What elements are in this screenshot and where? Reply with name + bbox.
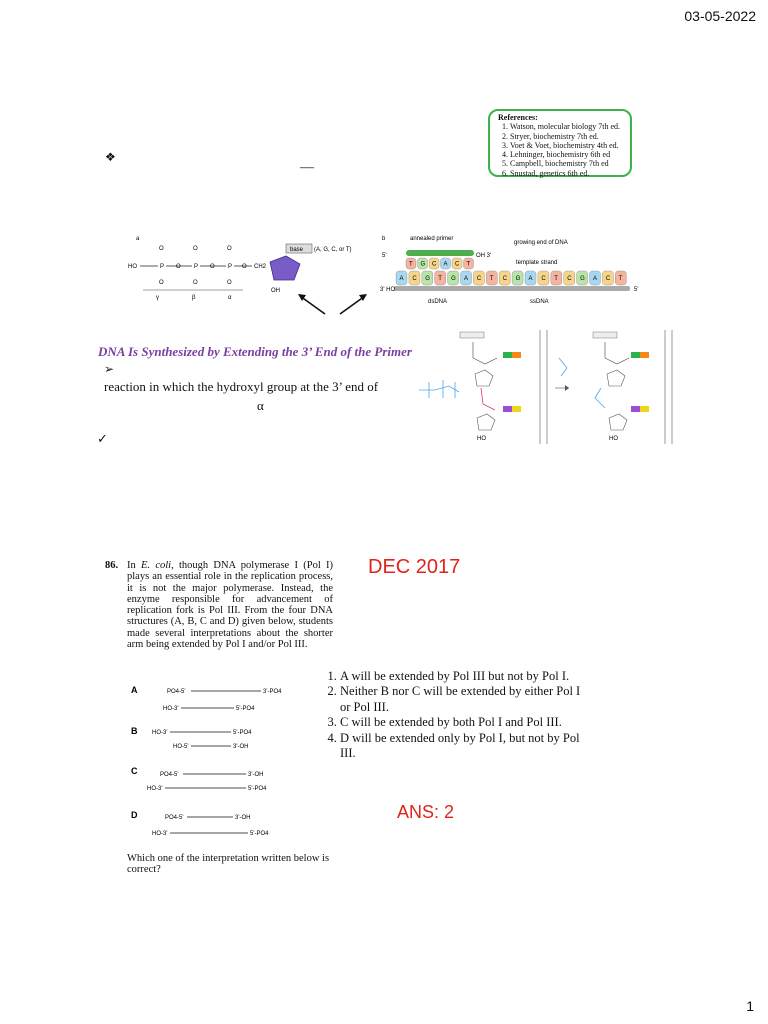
- svg-text:HO-3': HO-3': [147, 786, 163, 792]
- svg-text:B: B: [131, 726, 138, 736]
- svg-text:HO: HO: [477, 436, 486, 442]
- pointer-arrows-icon: [295, 290, 375, 320]
- base-letter: C: [455, 261, 460, 268]
- template-bases: [396, 271, 626, 285]
- base-letter: C: [502, 276, 508, 282]
- svg-text:HO-3': HO-3': [163, 706, 179, 712]
- base-letter: C: [432, 261, 437, 268]
- svg-text:3'-OH: 3'-OH: [235, 815, 251, 821]
- svg-text:5': 5': [634, 287, 639, 293]
- ssdna-label: ssDNA: [530, 299, 549, 305]
- svg-text:O: O: [193, 280, 198, 286]
- svg-text:HO-3': HO-3': [152, 730, 168, 736]
- svg-text:α: α: [228, 295, 232, 301]
- reference-item: 3. Voet & Voet, biochemistry 4th ed.: [510, 141, 626, 150]
- primer-template-figure: [380, 230, 650, 310]
- svg-text:3'-OH: 3'-OH: [248, 772, 264, 778]
- base-letter: A: [593, 276, 598, 282]
- base-letter: G: [580, 276, 585, 282]
- references-title: References:: [498, 113, 538, 122]
- dash-mark: —: [300, 160, 314, 175]
- reference-item: 5. Campbell, biochemistry 7th ed: [510, 159, 626, 168]
- svg-text:5'-PO4: 5'-PO4: [236, 706, 255, 712]
- svg-text:P: P: [228, 264, 233, 270]
- base-letter: T: [489, 276, 494, 282]
- references-list: [498, 122, 626, 178]
- base-letter: T: [466, 261, 471, 268]
- base-letter: C: [476, 276, 482, 282]
- figure-b-label: b: [382, 236, 386, 242]
- base-letter: C: [605, 276, 611, 282]
- svg-text:5'-PO4: 5'-PO4: [248, 786, 267, 792]
- question-number: 86.: [105, 560, 119, 571]
- svg-text:3' HO: 3' HO: [380, 287, 396, 293]
- question-closing: Which one of the interpretation written below is correct?: [127, 853, 330, 876]
- base-letter: T: [554, 276, 558, 282]
- growing-end-label: growing end of DNA: [514, 240, 568, 246]
- base-list-label: (A, G, C, or T): [314, 247, 352, 253]
- svg-text:β: β: [192, 295, 196, 301]
- reference-item: 4. Lehninger, biochemistry 6th ed: [510, 150, 626, 159]
- svg-text:D: D: [131, 810, 138, 820]
- base-letter: A: [443, 261, 448, 268]
- base-letter: G: [451, 276, 456, 282]
- svg-text:A: A: [131, 685, 138, 695]
- svg-text:P: P: [194, 264, 199, 270]
- svg-text:OH 3': OH 3': [476, 253, 492, 259]
- svg-text:O: O: [193, 246, 198, 252]
- svg-text:HO-3': HO-3': [152, 831, 168, 837]
- svg-text:O: O: [242, 264, 247, 270]
- base-letter: A: [464, 276, 469, 282]
- primer-backbone: [406, 250, 474, 256]
- base-letter: G: [425, 276, 430, 282]
- figure-a-label: a: [136, 236, 140, 242]
- ho-label: HO: [128, 264, 137, 270]
- option-item: 2. Neither B nor C will be extended by either Pol I or Pol III.: [340, 684, 584, 715]
- base-letter: C: [567, 276, 572, 282]
- svg-text:CH2: CH2: [254, 264, 267, 270]
- reference-item: 2. Stryer, biochemistry 7th ed.: [510, 132, 626, 141]
- svg-text:O: O: [159, 280, 164, 286]
- references-box: [488, 109, 632, 177]
- svg-text:OH: OH: [271, 288, 280, 294]
- base-letter: T: [409, 261, 413, 268]
- svg-text:5'-PO4: 5'-PO4: [233, 730, 252, 736]
- svg-text:3'-OH: 3'-OH: [233, 744, 249, 750]
- base-letter: A: [399, 276, 404, 282]
- svg-text:HO-5': HO-5': [173, 744, 189, 750]
- base-letter: G: [420, 261, 426, 268]
- template-strand-label: template strand: [516, 260, 558, 266]
- dna-structures-diagram: [125, 680, 295, 840]
- svg-text:PO4-5': PO4-5': [167, 689, 186, 695]
- svg-text:P: P: [160, 264, 165, 270]
- answer-options: [322, 669, 584, 761]
- svg-text:O: O: [227, 280, 232, 286]
- base-letter: T: [438, 276, 442, 282]
- svg-text:5': 5': [382, 253, 387, 259]
- reaction-text: reaction in which the hydroxyl group at the 3’ end of: [104, 379, 379, 394]
- svg-text:PO4-5': PO4-5': [165, 815, 184, 821]
- page-number: 1: [746, 998, 754, 1014]
- svg-text:γ: γ: [156, 295, 159, 301]
- svg-text:3'-PO4: 3'-PO4: [263, 689, 282, 695]
- option-item: 4. D will be extended only by Pol I, but not by Pol III.: [340, 731, 584, 762]
- option-item: 1. A will be extended by Pol III but not by Pol I.: [340, 669, 584, 684]
- dsdna-label: dsDNA: [428, 299, 448, 305]
- mechanism-figure-left: [415, 328, 550, 446]
- arrow-bullet-icon: ➢: [104, 362, 115, 376]
- base-letter: G: [515, 276, 521, 282]
- option-item: 3. C will be extended by both Pol I and Pol III.: [340, 715, 584, 730]
- exam-tag: DEC 2017: [368, 556, 461, 578]
- annealed-primer-label: annealed primer: [410, 236, 454, 242]
- alpha-symbol: α: [257, 398, 264, 413]
- reference-item: 1. Watson, molecular biology 7th ed.: [510, 122, 626, 131]
- svg-text:base: base: [290, 247, 304, 253]
- check-bullet-icon: ✓: [97, 431, 108, 446]
- page-date: 03-05-2022: [684, 8, 756, 24]
- mechanism-figure-right: [555, 328, 675, 446]
- svg-text:O: O: [159, 246, 164, 252]
- answer-label: ANS: 2: [397, 802, 455, 822]
- phosphate-chain: [159, 246, 267, 286]
- base-letter: T: [618, 276, 623, 282]
- diamond-bullet-icon: ❖: [105, 150, 116, 164]
- primer-bases: [406, 258, 474, 269]
- svg-text:O: O: [210, 264, 215, 270]
- template-backbone: [394, 286, 630, 291]
- ribose-ring: [270, 256, 300, 280]
- svg-text:O: O: [227, 246, 232, 252]
- svg-text:HO: HO: [609, 436, 618, 442]
- svg-text:C: C: [131, 766, 138, 776]
- question-text: In E. coli, though DNA polymerase I (Pol I) plays an essential role in the replication process, it is not the major polymerase. Instead, the enzyme responsible for advancement of replication fork is Pol III. From the four DNA structures (A, B, C and D) given below, students made several interpretations about the shorter arm being extended by Pol I and/or Pol III.: [127, 560, 333, 651]
- base-letter: C: [541, 276, 546, 282]
- svg-text:5'-PO4: 5'-PO4: [250, 831, 269, 837]
- svg-text:PO4-5': PO4-5': [160, 772, 179, 778]
- section-heading: DNA Is Synthesized by Extending the 3’ End of the Primer: [98, 344, 412, 359]
- svg-text:O: O: [176, 264, 181, 270]
- reference-item: 6. Snustad, genetics 6th ed.: [510, 169, 626, 178]
- base-letter: C: [412, 276, 417, 282]
- base-letter: A: [528, 276, 533, 282]
